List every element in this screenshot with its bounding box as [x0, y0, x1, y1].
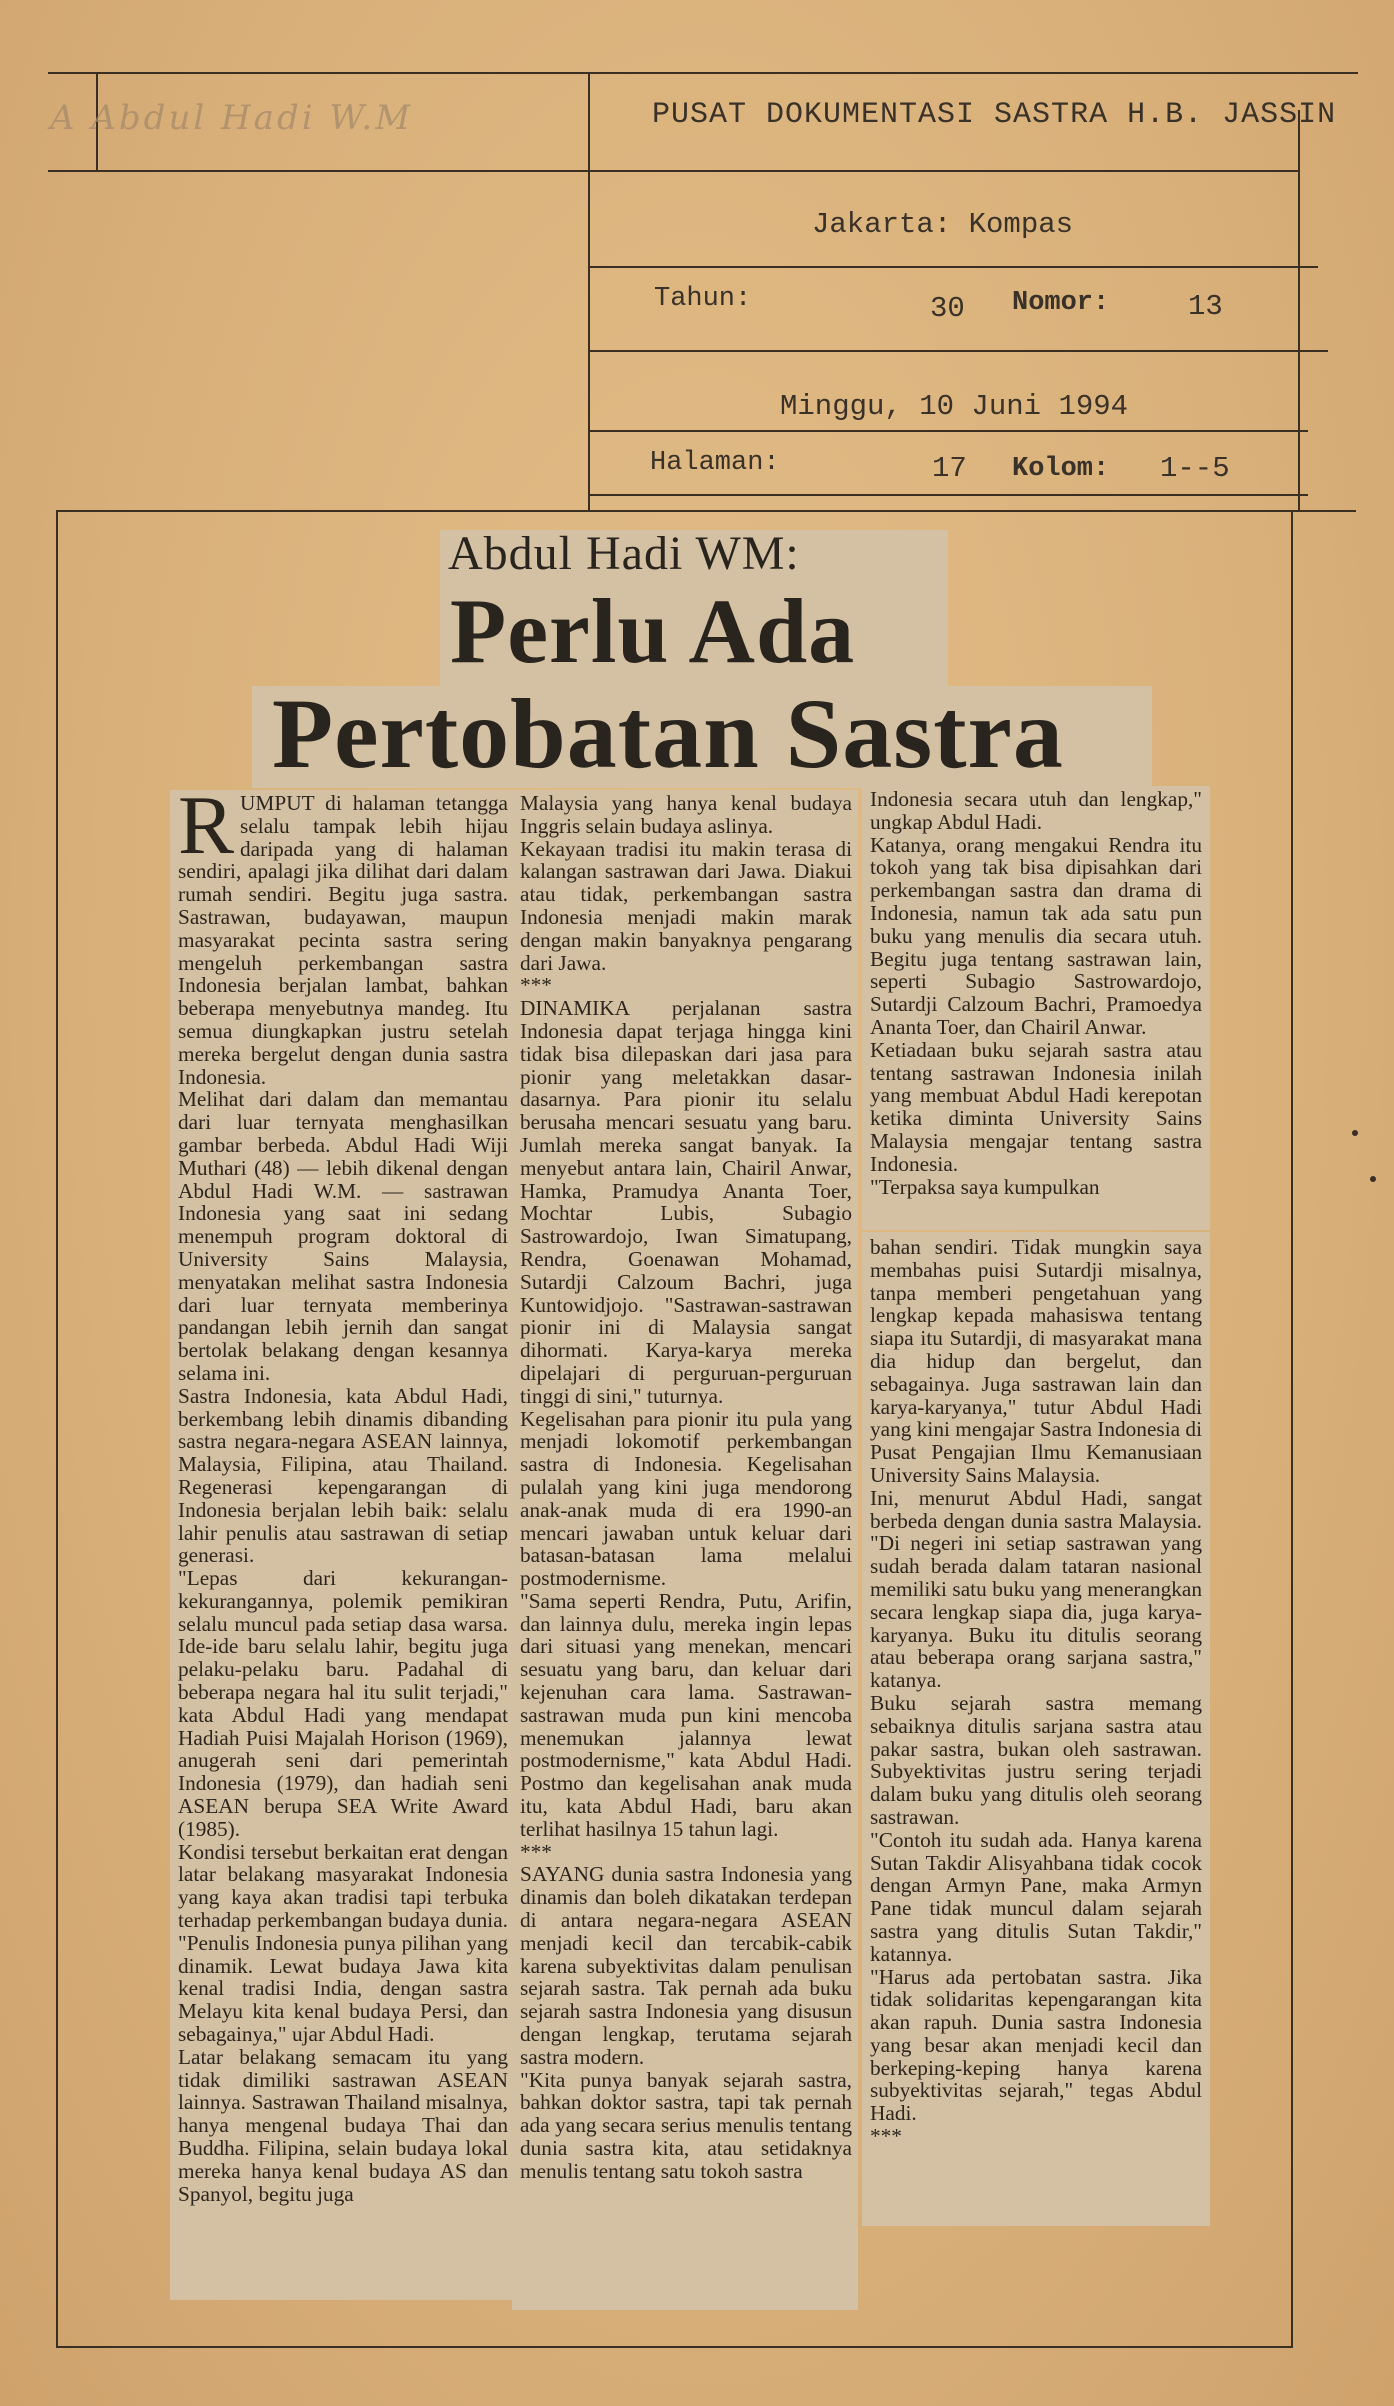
- header-divider-mid: [588, 72, 590, 512]
- tahun-value: 30: [930, 292, 965, 325]
- column-3-bottom-text: bahan sendiri. Tidak mungkin saya membahas puisi Sutardji misalnya, tanpa memberi pengetahuan yang lengkap kepada mahasiswa tentang siapa itu Sutardji, di masyarakat mana dia hidup dan bergelut, dan sebagainya. Juga sastrawan lain dan karya-karyanya," tutur Abdul Hadi yang kini mengajar Sastra Indonesia di Pusat Pengajian Ilmu Kemanusiaan University Sains Malaysia. Ini, menurut Abdul Hadi, sangat berbeda dengan dunia sastra Malaysia. "Di negeri ini setiap sastrawan yang sudah berada dalam tataran nasional memiliki satu buku yang menerangkan secara lengkap siapa dia, juga karya-karyanya. Buku itu ditulis seorang atau beberapa orang sarjana sastra," katanya. Buku sejarah sastra memang sebaiknya ditulis sarjana sastra atau pakar sastra, bukan oleh sastrawan. Subyektivitas justru sering terjadi dalam buku yang ditulis oleh seorang sastrawan. "Contoh itu sudah ada. Hanya karena Sutan Takdir Alisyahbana tidak cocok dengan Armyn Pane, maka Armyn Pane tidak muncul dalam sejarah sastra yang ditulis Sutan Takdir," katannya. "Harus ada pertobatan sastra. Jika tidak solidaritas kepengarangan kita akan rapuh. Dunia sastra Indonesia yang besar akan menjadi kecil dan berkeping-keping hanya karena subyektivitas sejarah," tegas Abdul Hadi. ***: [870, 1236, 1202, 2149]
- header-rule-2: [588, 266, 1318, 268]
- publication-date: Minggu, 10 Juni 1994: [780, 390, 1129, 423]
- nomor-label: Nomor:: [1012, 288, 1110, 318]
- drop-cap: R: [178, 792, 235, 872]
- tahun-label: Tahun:: [654, 284, 752, 314]
- header-rule-5: [588, 494, 1308, 496]
- kolom-label: Kolom:: [1012, 454, 1110, 484]
- article-column-3-top: [870, 788, 1202, 1228]
- header-rule-4: [588, 430, 1308, 432]
- article-kicker: Abdul Hadi WM:: [448, 527, 800, 580]
- header-divider-right: [1298, 110, 1300, 510]
- column-1-lead: UMPUT di halaman tetangga selalu tampak lebih hijau daripada yang di halaman sendiri, apalagi jika dilihat dari dalam rumah sendiri. Begitu juga sastra. Sastrawan, budayawan, maupun masyarakat pecinta sastra sering mengeluh perkembangan sastra Indonesia berjalan lambat, bahkan beberapa menyebutnya mandeg. Itu semua diungkapkan justru setelah mereka bergelut dengan dunia sastra Indonesia.: [178, 792, 508, 1089]
- headline-line-2: Pertobatan Sastra: [272, 678, 1064, 789]
- handwritten-note: A Abdul Hadi W.M: [50, 98, 414, 138]
- kolom-value: 1--5: [1160, 452, 1230, 485]
- source-publication: Jakarta: Kompas: [812, 208, 1074, 241]
- headline-line-1: Perlu Ada: [450, 580, 856, 682]
- column-3-top-text: Indonesia secara utuh dan lengkap," ungkap Abdul Hadi. Katanya, orang mengakui Rendra itu tokoh yang tak bisa dipisahkan dari perkembangan sastra dan drama di Indonesia, namun tak ada satu pun buku yang menulis dia secara utuh. Begitu juga tentang sastrawan lain, seperti Subagio Sastrowardojo, Sutardji Calzoum Bachri, Pramoedya Ananta Toer, dan Chairil Anwar. Ketiadaan buku sejarah sastra atau tentang sastrawan Indonesia inilah yang membuat Abdul Hadi kerepotan ketika diminta University Sains Malaysia mengajar tentang sastra Indonesia. "Terpaksa saya kumpulkan: [870, 788, 1202, 1199]
- header-rule-3: [588, 350, 1328, 352]
- halaman-value: 17: [932, 452, 967, 485]
- header-top-rule: [48, 72, 1358, 74]
- column-2-body: Malaysia yang hanya kenal budaya Inggris selain budaya aslinya. Kekayaan tradisi itu makin terasa di kalangan sastrawan dari Jawa. Diakui atau tidak, perkembangan sastra Indonesia menjadi makin marak dengan makin banyaknya pengarang dari Jawa. *** DINAMIKA perjalanan sastra Indonesia dapat terjaga hingga kini tidak bisa dilepaskan dari jasa para pionir yang meletakkan dasar-dasarnya. Para pionir itu selalu berusaha mencari sesuatu yang baru. Jumlah mereka sangat banyak. Ia menyebut antara lain, Chairil Anwar, Hamka, Pramudya Ananta Toer, Mochtar Lubis, Subagio Sastrowardojo, Iwan Simatupang, Rendra, Goenawan Mohamad, Sutardji Calzoum Bachri, juga Kuntowidjojo. "Sastrawan-sastrawan pionir ini di Malaysia sangat dihormati. Karya-karya mereka dipelajari di perguruan-perguruan tinggi di sini," tuturnya. Kegelisahan para pionir itu pula yang menjadi lokomotif perkembangan sastra di Indonesia. Kegelisahan pulalah yang kini juga mendorong anak-anak muda di era 1990-an mencari jawaban untuk keluar dari batasan-batasan lama melalui postmodernisme. "Sama seperti Rendra, Putu, Arifin, dan lainnya dulu, mereka ingin lepas dari situasi yang menekan, mencari sesuatu yang baru, dan keluar dari kejenuhan cara lama. Sastrawan-sastrawan muda pun kini mencoba menemukan jalannya lewat postmodernisme," kata Abdul Hadi. Postmo dan kegelisahan anak muda itu, kata Abdul Hadi, baru akan terlihat hasilnya 15 tahun lagi. *** SAYANG dunia sastra Indonesia yang dinamis dan boleh dikatakan terdepan di antara negara-negara ASEAN menjadi kecil dan tercabik-cabik karena subyektivitas dalam penulisan sejarah sastra. Tak pernah ada buku sejarah sastra Indonesia yang disusun dengan lengkap, terutama sejarah sastra modern. "Kita punya banyak sejarah sastra, bahkan doktor sastra, tapi tak pernah ada yang secara serius menulis tentang dunia sastra kita, atau setidaknya menulis tentang satu tokoh sastra: [520, 792, 852, 2183]
- article-column-3-bottom: [870, 1236, 1202, 2222]
- article-column-1: [178, 792, 508, 2298]
- header-rule-1: [48, 170, 1298, 172]
- ink-dot: [1370, 1176, 1376, 1182]
- nomor-value: 13: [1188, 290, 1223, 323]
- halaman-label: Halaman:: [650, 448, 780, 478]
- column-1-body: Melihat dari dalam dan memantau dari luar ternyata menghasilkan gambar berbeda. Abdul Hadi Wiji Muthari (48) — lebih dikenal dengan Abdul Hadi W.M. — sastrawan Indonesia yang saat ini sedang menempuh program doktoral di University Sains Malaysia, menyatakan melihat sastra Indonesia dari luar ternyata memberinya pandangan lebih jernih dan sangat bertolak belakang dengan kesannya selama ini. Sastra Indonesia, kata Abdul Hadi, berkembang lebih dinamis dibanding sastra negara-negara ASEAN lainnya, Malaysia, Filipina, atau Thailand. Regenerasi kepengarangan di Indonesia berjalan lebih baik: selalu lahir penulis atau sastrawan di setiap generasi. "Lepas dari kekurangan-kekurangannya, polemik pemikiran selalu muncul pada setiap dasa warsa. Ide-ide baru selalu lahir, begitu juga pelaku-pelaku baru. Padahal di beberapa negara hal itu sulit terjadi," kata Abdul Hadi yang mendapat Hadiah Puisi Majalah Horison (1969), anugerah seni dari pemerintah Indonesia (1979), dan hadiah seni ASEAN berupa SEA Write Award (1985). Kondisi tersebut berkaitan erat dengan latar belakang masyarakat Indonesia yang kaya akan tradisi tapi terbuka terhadap perkembangan budaya dunia. "Penulis Indonesia punya pilihan yang dinamik. Lewat budaya Jawa kita kenal tradisi India, dengan sastra Melayu kita kenal budaya Persi, dan sebagainya," ujar Abdul Hadi. Latar belakang semacam itu yang tidak dimiliki sastrawan ASEAN lainnya. Sastrawan Thailand misalnya, hanya mengenal budaya Thai dan Buddha. Filipina, selain budaya lokal mereka hanya kenal budaya AS dan Spanyol, begitu juga: [178, 1087, 508, 2206]
- article-column-2: [520, 792, 852, 2308]
- institution-name: PUSAT DOKUMENTASI SASTRA H.B. JASSIN: [652, 98, 1337, 132]
- ink-dot: [1352, 1130, 1358, 1136]
